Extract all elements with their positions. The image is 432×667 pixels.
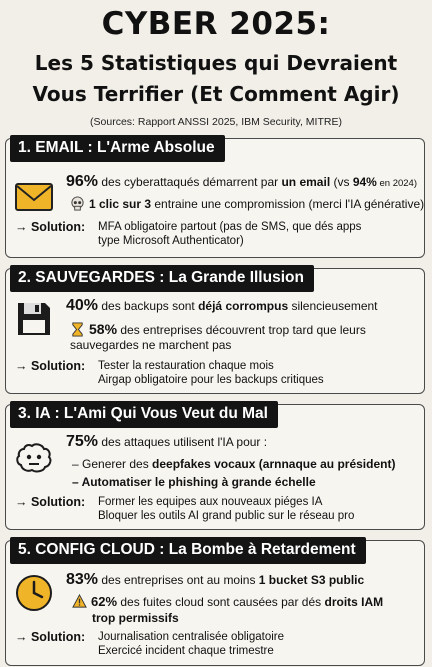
list-item: – Automatiser le phishing à grande échelle — [72, 475, 316, 489]
envelope-icon — [14, 177, 54, 217]
floppy-disk-icon — [14, 299, 54, 339]
section-backups — [5, 268, 425, 394]
sources-note: (Sources: Rapport ANSSI 2025, IBM Security, MITRE) — [90, 116, 342, 128]
solution-line: Journalisation centralisée obligatoire — [98, 631, 285, 643]
clock-icon — [14, 573, 54, 613]
section-email — [5, 138, 425, 258]
section-ai — [5, 404, 425, 530]
stat-line: sauvegardes ne marchent pas — [70, 338, 232, 352]
solution-block — [15, 495, 355, 522]
section-heading: 3. IA : L'Ami Qui Vous Veut du Mal — [10, 401, 278, 428]
solution-block — [15, 359, 324, 386]
section-heading: 5. CONFIG CLOUD : La Bombe à Retardement — [10, 537, 366, 564]
skull-icon — [70, 196, 85, 211]
solution-line: Airgap obligatoire pour les backups critiques — [98, 374, 324, 386]
solution-line: type Microsoft Authenticator) — [98, 235, 244, 247]
stat-line: 75% des attaques utilisent l'IA pour : — [66, 433, 268, 450]
robot-face-icon — [14, 435, 54, 475]
stat-line: trop permissifs — [92, 611, 179, 625]
stat-line: 40% des backups sont déjá corrompus silencieusement — [66, 297, 378, 314]
solution-line: Former les equipes aux nouveaux piéges IA — [98, 496, 323, 508]
main-title: CYBER 2025: — [101, 6, 331, 42]
warning-icon — [72, 594, 87, 609]
stat-line: 1 clic sur 3 entraine une compromission (merci l'IA générative) — [70, 196, 424, 211]
solution-label: → Solution: — [15, 630, 86, 644]
subtitle-line-2: Vous Terrifier (Et Comment Agir) — [32, 82, 400, 106]
stat-line: 83% des entreprises ont au moins 1 bucket S3 public — [66, 571, 365, 588]
solution-label: → Solution: — [15, 220, 86, 234]
solution-line: Tester la restauration chaque mois — [98, 360, 274, 372]
solution-block — [15, 630, 285, 657]
section-heading: 1. EMAIL : L'Arme Absolue — [10, 135, 225, 162]
stat-line: 58% des entreprises découvrent trop tard que leurs — [70, 321, 366, 337]
list-item: – Generer des deepfakes vocaux (arnnaque au président) — [72, 457, 396, 471]
solution-label: → Solution: — [15, 495, 86, 509]
solution-line: Bloquer les outils AI grand public sur le réseau pro — [98, 510, 355, 522]
solution-block — [15, 220, 362, 247]
stat-line: 96% des cyberattaqués démarrent par un email (vs 94% en 2024) — [66, 173, 418, 190]
hourglass-icon — [70, 322, 85, 337]
solution-label: → Solution: — [15, 359, 86, 373]
solution-line: MFA obligatoire partout (pas de SMS, que dés apps — [98, 221, 362, 233]
subtitle-line-1: Les 5 Statistiques qui Devraient — [34, 51, 398, 75]
section-cloud-config — [5, 540, 425, 666]
section-heading: 2. SAUVEGARDES : La Grande Illusion — [10, 265, 314, 292]
stat-line: 62% des fuites cloud sont causées par dés droits IAM — [72, 594, 383, 609]
solution-line: Exercicé incident chaque trimestre — [98, 645, 274, 657]
